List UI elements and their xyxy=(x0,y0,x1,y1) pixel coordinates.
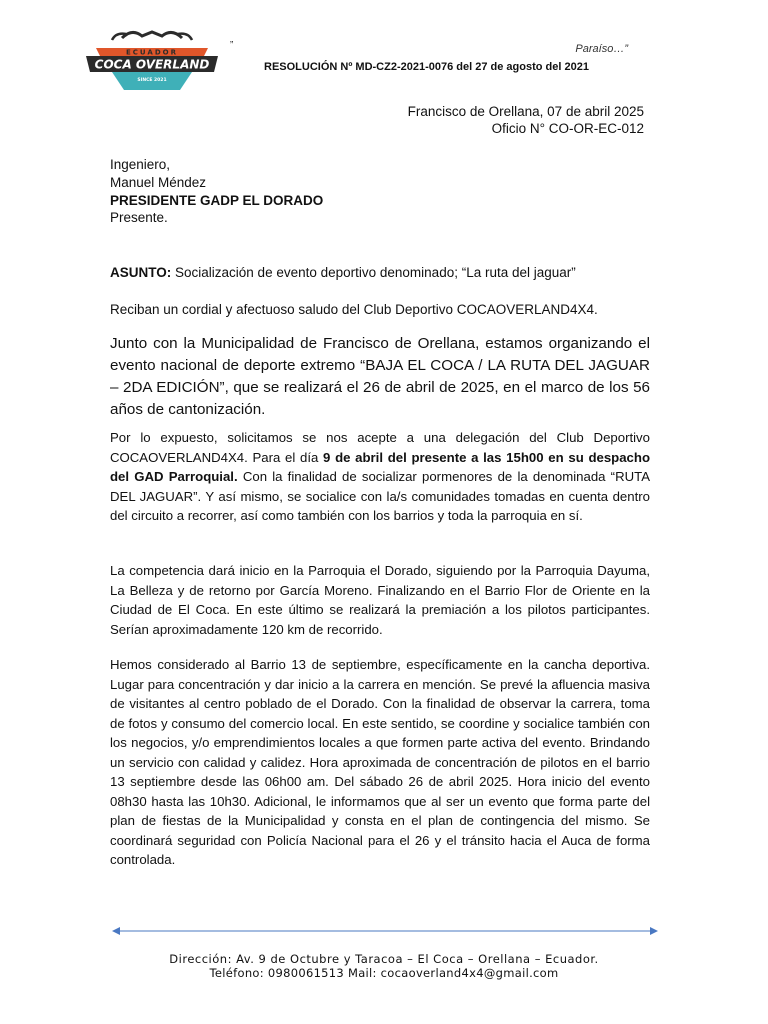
footer-address: Dirección: Av. 9 de Octubre y Taracoa – El Coca – Orellana – Ecuador. xyxy=(169,952,599,966)
logo-top-text: ECUADOR xyxy=(126,48,178,57)
logo-sub-text: SINCE 2021 xyxy=(137,78,167,83)
p2-text-a: Por lo expuesto, solicitamos se nos acepte a una delegación del Club Deportivo COCAOVERLAND4X4. Para el día xyxy=(110,430,650,465)
coca-overland-logo xyxy=(82,26,222,96)
p2-highlight: 9 de abril del presente a las 15h00 en su despacho del GAD Parroquial. xyxy=(110,449,651,484)
footer-divider-arrow xyxy=(112,925,658,937)
salutation: Reciban un cordial y afectuoso saludo del Club Deportivo COCAOVERLAND4X4. xyxy=(110,302,598,317)
addressee-title: Ingeniero, xyxy=(110,157,171,172)
p2-text-b: Con la finalidad de socializar pormenores de la denominada “RUTA DEL JAGUAR”. Y así mismo, se socialice con la/s comunidades tomadas en cuenta dentro del circuito a recorrer, así como también con los barrios y toda la parroquia en sí. xyxy=(110,469,650,523)
body-paragraph-1: Junto con la Municipalidad de Francisco de Orellana, estamos organizando el evento nacional de deporte extremo “BAJA EL COCA / LA RUTA DEL JAGUAR – 2DA EDICIÓN”, que se realizará el 26 de abril de 2025, en el marco de los 56 años de cantonización. xyxy=(110,335,650,418)
addressee-present: Presente. xyxy=(110,210,168,225)
logo-main-text: COCA OVERLAND xyxy=(94,57,210,72)
addressee-name: Manuel Méndez xyxy=(110,175,207,190)
header-motto: Paraíso…” xyxy=(575,43,628,55)
place-date: Francisco de Orellana, 07 de abril 2025 xyxy=(407,104,644,119)
subject-label: ASUNTO: xyxy=(110,265,172,280)
subject-line xyxy=(110,265,576,280)
body-paragraph-2 xyxy=(110,428,650,526)
oficio-number: Oficio N° CO-OR-EC-012 xyxy=(491,121,644,136)
subject-text: Socialización de evento deportivo denominado; “La ruta del jaguar” xyxy=(171,265,576,280)
footer-contact: Teléfono: 0980061513 Mail: cocaoverland4x4@gmail.com xyxy=(209,966,559,980)
body-paragraph-3: La competencia dará inicio en la Parroquia el Dorado, siguiendo por la Parroquia Dayuma, La Belleza y de retorno por García Moreno. Finalizando en el Barrio Flor de Oriente en la Ciudad de El Coca. En este último se realizará la premiación a los pilotos participantes. Serían aproximadamente 120 km de recorrido. xyxy=(110,563,650,637)
addressee-role: PRESIDENTE GADP EL DORADO xyxy=(110,193,324,208)
body-paragraph-4: Hemos considerado al Barrio 13 de septiembre, específicamente en la cancha deportiva. Lugar para concentración y dar inicio a la carrera en mención. Se prevé la afluencia masiva de visitantes al centro poblado de el Dorado. Con la finalidad de observar la carrera, toma de fotos y consumo del comercio local. En este sentido, se coordine y socialice también con los negocios, y/o emprendimientos locales a que formen parte activa del evento. Brindando un servicio con calidad y calidez. Hora aproximada de concentración de pilotos en el barrio 13 septiembre desde las 06h00 am. Del sábado 26 de abril 2025. Hora inicio del evento 08h30 hasta las 10h30. Adicional, le informamos que al ser un evento que forma parte del plan de fiestas de la Municipalidad y consta en el plan de contingencia del mismo. Se coordinará seguridad con Policía Nacional para el 26 y el tránsito hacia el Auca de forma controlada. xyxy=(110,657,650,867)
resolution-line: RESOLUCIÓN Nº MD-CZ2-2021-0076 del 27 de agosto del 2021 xyxy=(264,61,589,73)
header-quote-mark: ” xyxy=(230,40,234,51)
